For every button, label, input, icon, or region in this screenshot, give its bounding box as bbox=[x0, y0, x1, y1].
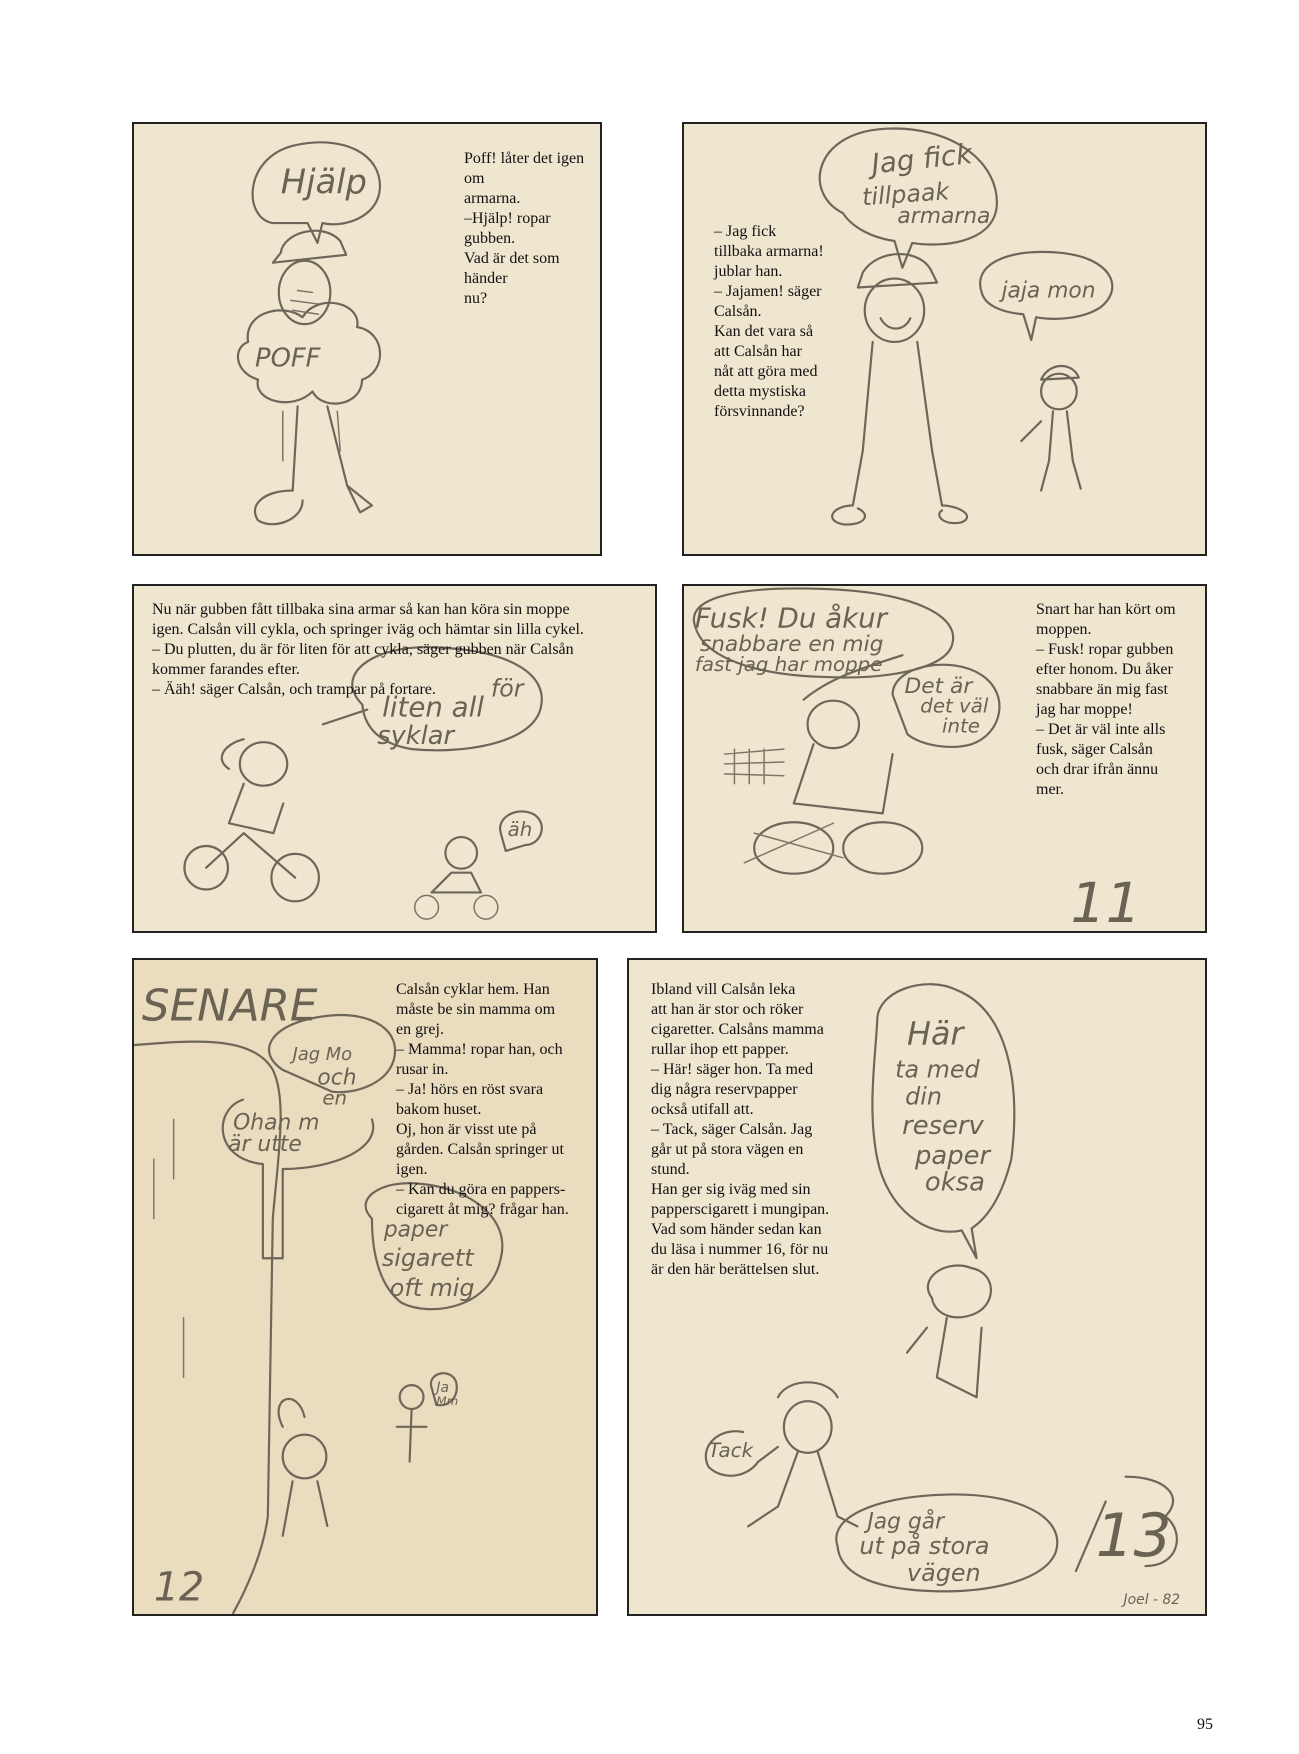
handwriting-text: Jag Mo bbox=[292, 1043, 353, 1065]
handwriting-text: ut på stora bbox=[859, 1532, 990, 1561]
caption-text: Snart har han kört om moppen. – Fusk! ropar gubben efter honom. Du åker snabbare än mig fast jag har moppe! – Det är väl inte alls fusk, säger Calsån och drar ifrån ännu mer. bbox=[1036, 601, 1176, 798]
caption-text: – Jag fick tillbaka armarna! jublar han. – Jajamen! säger Calsån. Kan det vara så att Calsån har nåt att göra med detta mystiska försvinnande? bbox=[714, 223, 824, 420]
caption-text: Nu när gubben fått tillbaka sina armar så kan han köra sin moppe igen. Calsån vill cykla, och springer iväg och hämtar sin lilla cykel. – Du plutten, du är för liten för att cykla, säger gubben när Calsån kommer farandes efter. – Ääh! säger Calsån, och trampar på fortare. bbox=[152, 601, 584, 698]
handwriting-text: din bbox=[905, 1082, 942, 1111]
handwriting-text: oft mig bbox=[389, 1273, 475, 1302]
handwriting-text: liten all bbox=[382, 690, 485, 724]
handwriting-text: Jag fick bbox=[869, 137, 974, 181]
handwriting-text: Tack bbox=[708, 1438, 754, 1462]
handwriting-text: inte bbox=[942, 714, 980, 738]
comic-panel-4 bbox=[682, 584, 1207, 933]
comic-panel-1 bbox=[132, 122, 602, 556]
handwriting-text: Fusk! Du åkur bbox=[694, 601, 888, 635]
handwriting-text: oksa bbox=[924, 1167, 985, 1198]
page-number: 95 bbox=[1197, 1716, 1213, 1733]
handwriting-text: Hjälp bbox=[280, 162, 367, 202]
handwriting-text: paper bbox=[915, 1140, 991, 1171]
handwriting-text: sigarett bbox=[381, 1244, 474, 1273]
handwriting-text: SENARE bbox=[141, 981, 318, 1032]
handwriting-text: Ohan m bbox=[233, 1110, 320, 1136]
comic-panel-3 bbox=[132, 584, 657, 933]
handwriting-text: tillpaak bbox=[861, 177, 951, 212]
handwriting-text: POFF bbox=[255, 343, 321, 374]
handwriting-text: är utte bbox=[228, 1132, 302, 1158]
handwriting-text: paper bbox=[383, 1217, 448, 1243]
handwriting-text: och bbox=[317, 1065, 357, 1091]
comic-panel-6 bbox=[627, 958, 1207, 1616]
handwriting-text: det väl bbox=[920, 694, 989, 718]
handwriting-text: vägen bbox=[907, 1558, 981, 1587]
handwriting-text: för bbox=[490, 674, 524, 703]
handwriting-text: armarna bbox=[897, 204, 991, 230]
handwriting-text: äh bbox=[507, 818, 533, 842]
caption-text: Ibland vill Calsån leka att han är stor och röker cigaretter. Calsåns mamma rullar ihop ett papper. – Här! säger hon. Ta med dig några reservpapper också utifall att. – Tack, säger Calsån. Jag går ut på stora vägen en stund. Han ger sig iväg med sin papperscigarett i mungipan. Vad som händer sedan kan du läsa i nummer 16, för nu är den här berättelsen slut. bbox=[651, 981, 830, 1278]
handwriting-text: fast jag har moppe bbox=[694, 653, 883, 677]
handwriting-text: 12 bbox=[153, 1564, 205, 1611]
handwriting-text: 11 bbox=[1070, 872, 1141, 931]
handwriting-text: en bbox=[322, 1086, 348, 1110]
comic-panel-5 bbox=[132, 958, 598, 1616]
handwriting-text: 13 bbox=[1095, 1502, 1172, 1572]
handwriting-text: syklar bbox=[377, 721, 455, 752]
handwriting-text: Ja bbox=[436, 1380, 449, 1397]
handwriting-text: Mm bbox=[436, 1393, 459, 1408]
handwriting-text: ta med bbox=[895, 1055, 980, 1084]
handwriting-text: reserv bbox=[902, 1111, 984, 1142]
signature: Joel - 82 bbox=[1123, 1591, 1181, 1608]
handwriting-text: Det är bbox=[904, 673, 973, 699]
caption-text: Calsån cyklar hem. Han måste be sin mamma om en grej. – Mamma! ropar han, och rusar in. – Ja! hörs en röst svara bakom huset. Oj, hon är visst ute på gården. Calsån springer ut igen. – Kan du göra en pappers- cigarett åt mig? frågar han. bbox=[396, 981, 569, 1218]
caption-text: Poff! låter det igen om armarna. –Hjälp! ropar gubben. Vad är det som händer nu? bbox=[464, 150, 585, 307]
comic-panel-2 bbox=[682, 122, 1207, 556]
handwriting-text: Här bbox=[907, 1016, 964, 1053]
handwriting-text: jaja mon bbox=[1001, 278, 1096, 304]
handwriting-text: Jag går bbox=[867, 1509, 945, 1535]
handwriting-text: snabbare en mig bbox=[699, 632, 884, 658]
